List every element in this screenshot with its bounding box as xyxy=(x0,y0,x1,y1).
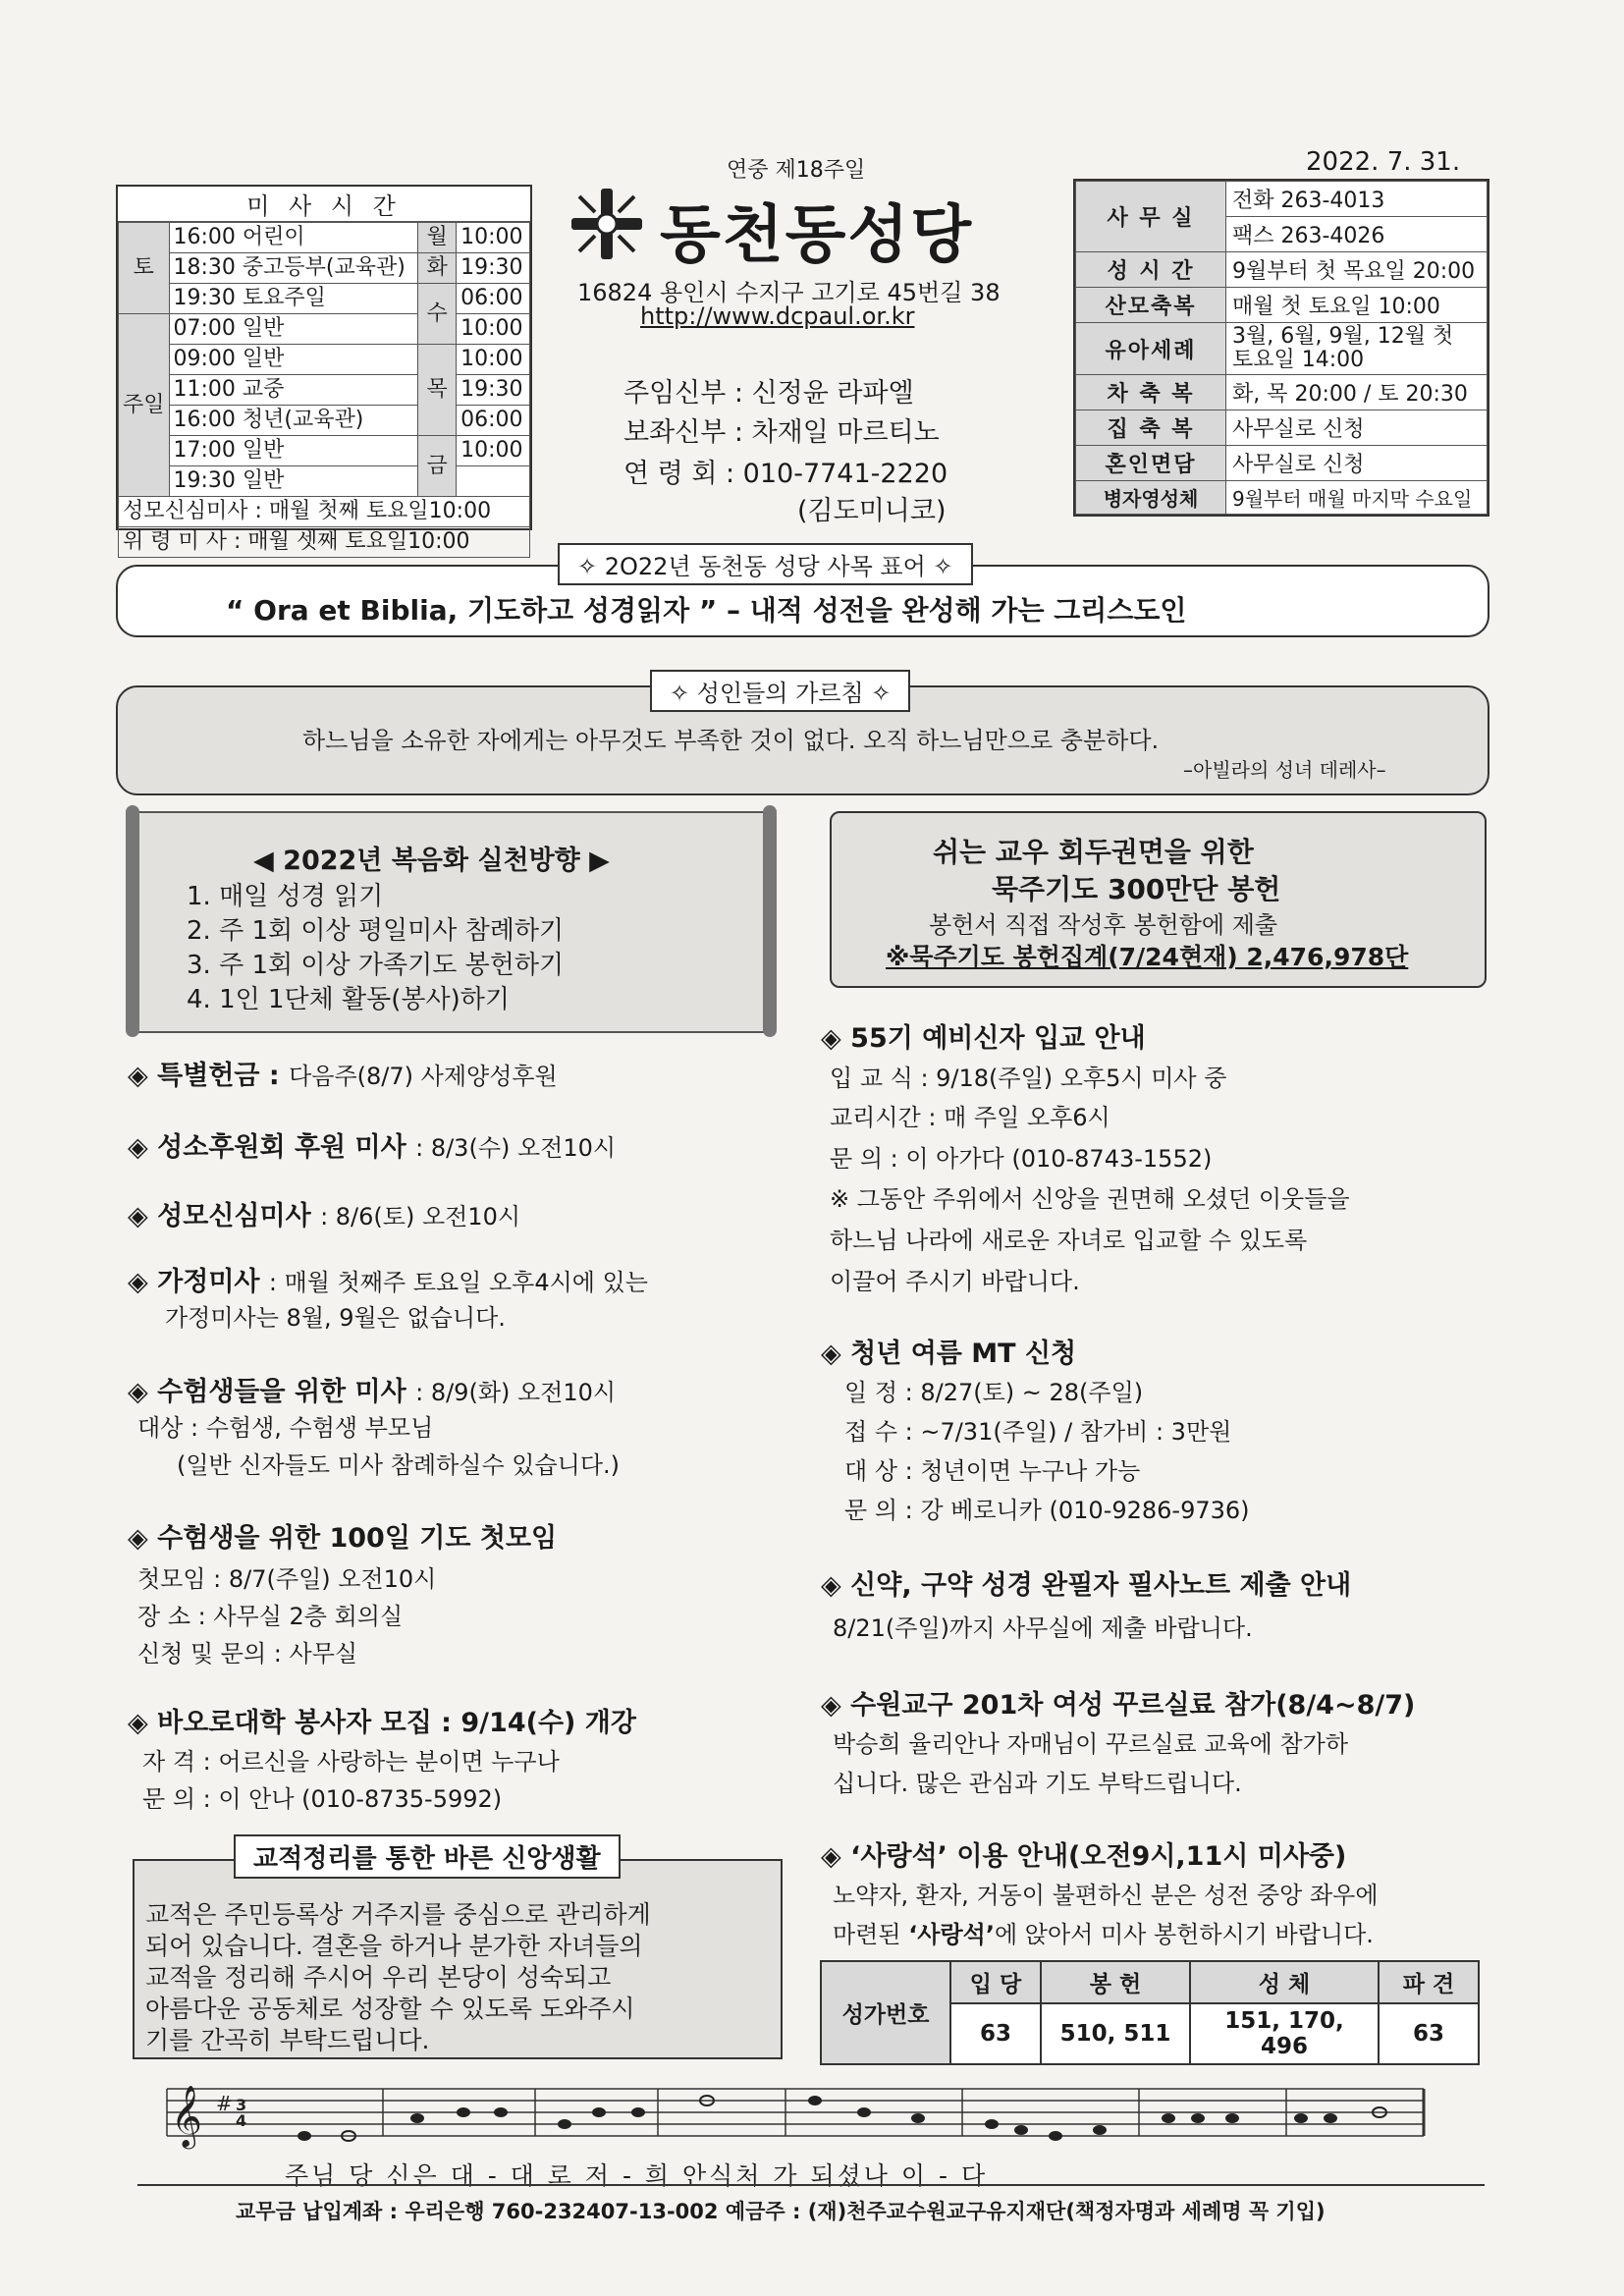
hymn-table xyxy=(820,1960,1480,2065)
notice-mt-text: 일 정 : 8/27(토) ~ 28(주일) xyxy=(844,1379,1144,1406)
notice-catechumen-text: 교리시간 : 매 주일 오후6시 xyxy=(830,1104,1110,1131)
hymn-lyrics: 주님 당 신은 대 - 대 로 저 - 희 안식처 가 되셨나 이 - 다 xyxy=(285,2161,989,2190)
info-key: 산모축복 xyxy=(1076,288,1226,323)
weekday-time: 19:30 xyxy=(457,375,530,406)
weekday-label: 수 xyxy=(418,284,457,345)
svg-text:4: 4 xyxy=(236,2111,247,2130)
notice-pray-text: 장 소 : 사무실 2층 회의실 xyxy=(137,1603,404,1630)
mass-row: 16:00 어린이 xyxy=(169,223,418,253)
notice-paul-text: 문 의 : 이 안나 (010-8735-5992) xyxy=(142,1785,503,1813)
notice-seat-heading: ◈ ‘사랑석’ 이용 안내(오전9시,11시 미사중) xyxy=(821,1841,1347,1872)
pastor-line: 주임신부 : 신정윤 라파엘 xyxy=(623,378,914,409)
info-value: 매월 첫 토요일 10:00 xyxy=(1226,288,1488,323)
mass-row: 19:30 일반 xyxy=(169,466,418,497)
mass-row: 07:00 일반 xyxy=(169,314,418,345)
sunday-label: 주일 xyxy=(119,314,170,497)
notice-cursillo-heading: ◈ 수원교구 201차 여성 꾸르실료 참가(8/4~8/7) xyxy=(821,1690,1416,1721)
notice-mt-heading: ◈ 청년 여름 MT 신청 xyxy=(821,1339,1077,1369)
parish-address: 16824 용인시 수지구 고기로 45번길 38 xyxy=(577,279,1001,306)
info-value: 팩스 263-4026 xyxy=(1226,217,1488,252)
mass-row: 11:00 교중 xyxy=(169,375,418,406)
saint-quote: 하느님을 소유한 자에게는 아무것도 부족한 것이 없다. 오직 하느님만으로 충분하다. xyxy=(302,727,1160,754)
weekday-time xyxy=(457,466,530,497)
info-key: 혼인면담 xyxy=(1076,446,1226,481)
scroll-rod-right xyxy=(763,805,777,1037)
weekday-time: 10:00 xyxy=(457,223,530,253)
week-label: 연중 제18주일 xyxy=(727,158,866,183)
registry-line: 아름다운 공동체로 성장할 수 있도록 도와주시 xyxy=(145,1995,635,2023)
notice-exam-text: 대상 : 수험생, 수험생 부모님 xyxy=(137,1414,434,1442)
notice-catechumen-heading: ◈ 55기 예비신자 입교 안내 xyxy=(821,1023,1146,1054)
gospel-item: 3. 주 1회 이상 가족기도 봉헌하기 xyxy=(187,951,565,980)
notice-catechumen-text: 문 의 : 이 아가다 (010-8743-1552) xyxy=(830,1145,1213,1173)
registry-line: 교적은 주민등록상 거주지를 중심으로 관리하게 xyxy=(145,1900,651,1929)
info-key: 유아세례 xyxy=(1076,323,1226,375)
notice-catechumen-text: 하느님 나라에 새로운 자녀로 입교할 수 있도록 xyxy=(830,1227,1308,1254)
info-value: 사무실로 신청 xyxy=(1226,410,1488,446)
notice-pray-text: 첫모임 : 8/7(주일) 오전10시 xyxy=(137,1565,437,1593)
notice-seat-text: 마련된 ‘사랑석’에 앉아서 미사 봉헌하시기 바랍니다. xyxy=(833,1921,1374,1948)
registry-line: 교적을 정리해 주시어 우리 본당이 성숙되고 xyxy=(145,1963,612,1992)
saint-author: –아빌라의 성녀 데레사– xyxy=(1183,758,1386,782)
rosary-tally: ※묵주기도 봉헌집계(7/24현재) 2,476,978단 xyxy=(886,943,1409,971)
notice-vocation-heading: ◈ 성소후원회 후원 미사 : 8/3(수) 오전10시 xyxy=(128,1132,617,1163)
notice-pray-heading: ◈ 수험생을 위한 100일 기도 첫모임 xyxy=(128,1523,558,1554)
saturday-label: 토 xyxy=(119,223,170,314)
notice-seat-text: 노약자, 환자, 거동이 불편하신 분은 성전 중앙 좌우에 xyxy=(833,1882,1379,1909)
mass-table xyxy=(118,222,530,558)
notice-bible-text: 8/21(주일)까지 사무실에 제출 바랍니다. xyxy=(833,1614,1253,1642)
weekday-time: 10:00 xyxy=(457,314,530,345)
office-info-table xyxy=(1075,181,1488,515)
info-key: 사 무 실 xyxy=(1076,182,1226,252)
weekday-time: 06:00 xyxy=(457,406,530,436)
notice-exam-heading: ◈ 수험생들을 위한 미사 : 8/9(화) 오전10시 xyxy=(128,1377,617,1407)
hymn-header: 파 견 xyxy=(1379,1961,1479,2003)
hymn-value: 510, 511 xyxy=(1041,2003,1190,2064)
mass-row: 18:30 중고등부(교육관) xyxy=(169,253,418,284)
notice-catechumen-text: 입 교 식 : 9/18(주일) 오후5시 미사 중 xyxy=(830,1065,1227,1092)
info-value: 9월부터 매월 마지막 수요일 xyxy=(1226,481,1488,515)
gospel-item: 1. 매일 성경 읽기 xyxy=(187,882,384,911)
notice-special-heading: ◈ 특별헌금 : 다음주(8/7) 사제양성후원 xyxy=(128,1061,558,1091)
weekday-time: 10:00 xyxy=(457,436,530,466)
info-key: 성 시 간 xyxy=(1076,252,1226,288)
info-value: 사무실로 신청 xyxy=(1226,446,1488,481)
music-notes xyxy=(298,2096,1386,2141)
notice-catechumen-text: 이끌어 주시기 바랍니다. xyxy=(830,1268,1080,1295)
mass-schedule-title: 미 사 시 간 xyxy=(118,187,530,222)
notice-paul-text: 자 격 : 어르신을 사랑하는 분이면 누구나 xyxy=(142,1748,560,1776)
notice-mt-text: 대 상 : 청년이면 누구나 가능 xyxy=(844,1457,1141,1485)
weekday-label: 월 xyxy=(418,223,457,253)
mass-schedule xyxy=(116,185,532,554)
music-staff xyxy=(157,2077,1434,2156)
notice-bible-heading: ◈ 신약, 구약 성경 완필자 필사노트 제출 안내 xyxy=(821,1570,1352,1601)
mass-row: 19:30 토요주일 xyxy=(169,284,418,314)
parish-logo-icon xyxy=(568,185,646,263)
rosary-line1: 쉬는 교우 회두권면을 위한 xyxy=(933,836,1254,868)
rosary-line2: 묵주기도 300만단 봉헌 xyxy=(992,873,1281,905)
parish-website-link[interactable]: http://www.dcpaul.or.kr xyxy=(640,302,915,330)
footer-account: 교무금 납입계좌 : 우리은행 760-232407-13-002 예금주 : (재)천주교수원교구유지재단(책정자명과 세례명 꼭 기입) xyxy=(236,2200,1326,2223)
notice-catechumen-text: ※ 그동안 주위에서 신앙을 권면해 오셨던 이웃들을 xyxy=(830,1185,1350,1213)
info-value: 3월, 6월, 9월, 12월 첫 토요일 14:00 xyxy=(1226,323,1488,375)
notice-cursillo-text: 박승희 율리안나 자매님이 꾸르실료 교육에 참가하 xyxy=(833,1730,1349,1758)
gospel-title: ◀ 2022년 복음화 실천방향 ▶ xyxy=(253,846,610,876)
info-value: 9월부터 첫 목요일 20:00 xyxy=(1226,252,1488,288)
notice-home-text: 가정미사는 8월, 9월은 없습니다. xyxy=(165,1304,506,1332)
date-label: 2022. 7. 31. xyxy=(1306,147,1461,177)
notice-mt-text: 접 수 : ~7/31(주일) / 참가비 : 3만원 xyxy=(844,1418,1232,1446)
weekday-label: 목 xyxy=(418,345,457,436)
mass-extra: 성모신심미사 : 매월 첫째 토요일10:00 xyxy=(119,497,530,527)
mass-extra: 위 령 미 사 : 매월 셋째 토요일10:00 xyxy=(119,527,530,558)
svg-text:3: 3 xyxy=(236,2096,247,2114)
motto-text: “ Ora et Biblia, 기도하고 성경읽자 ” – 내적 성전을 완성해 가는 그리스도인 xyxy=(226,594,1187,627)
office-info xyxy=(1073,179,1489,517)
registry-line: 되어 있습니다. 결혼을 하거나 분가한 자녀들의 xyxy=(145,1932,643,1960)
notice-mt-text: 문 의 : 강 베로니카 (010-9286-9736) xyxy=(844,1497,1250,1524)
hymn-value: 63 xyxy=(950,2003,1041,2064)
gospel-item: 4. 1인 1단체 활동(봉사)하기 xyxy=(187,985,511,1014)
parish-name: 동천동성당 xyxy=(660,199,974,272)
saint-tab: ✧ 성인들의 가르침 ✧ xyxy=(650,670,910,712)
weekday-label: 화 xyxy=(418,253,457,284)
mass-row: 17:00 일반 xyxy=(169,436,418,466)
weekday-label: 금 xyxy=(418,436,457,497)
registry-title: 교적정리를 통한 바른 신앙생활 xyxy=(234,1834,621,1879)
mass-row: 16:00 청년(교육관) xyxy=(169,406,418,436)
notice-cursillo-text: 십니다. 많은 관심과 기도 부탁드립니다. xyxy=(833,1770,1242,1797)
svg-text:#: # xyxy=(216,2092,233,2115)
council-line: 연 령 회 : 010-7741-2220 xyxy=(623,459,948,489)
notice-home-heading: ◈ 가정미사 : 매월 첫째주 토요일 오후4시에 있는 xyxy=(128,1267,648,1297)
weekday-time: 19:30 xyxy=(457,253,530,284)
hymn-header: 입 당 xyxy=(950,1961,1041,2003)
treble-clef-icon: 𝄞 xyxy=(171,2085,202,2147)
weekday-time: 06:00 xyxy=(457,284,530,314)
info-key: 집 축 복 xyxy=(1076,410,1226,446)
hymn-value: 151, 170, 496 xyxy=(1190,2003,1379,2064)
gospel-item: 2. 주 1회 이상 평일미사 참례하기 xyxy=(187,916,565,946)
hymn-label: 성가번호 xyxy=(821,1961,950,2064)
weekday-time: 10:00 xyxy=(457,345,530,375)
notice-paul-heading: ◈ 바오로대학 봉사자 모집 : 9/14(수) 개강 xyxy=(128,1708,636,1738)
council-name: (김도미니코) xyxy=(797,496,947,526)
info-key: 차 축 복 xyxy=(1076,375,1226,410)
assistant-line: 보좌신부 : 차재일 마르티노 xyxy=(623,417,940,448)
hymn-header: 성 체 xyxy=(1190,1961,1379,2003)
notice-marian-heading: ◈ 성모신심미사 : 8/6(토) 오전10시 xyxy=(128,1201,521,1231)
hymn-header: 봉 헌 xyxy=(1041,1961,1190,2003)
footer-divider xyxy=(137,2184,1485,2186)
info-key: 병자영성체 xyxy=(1076,481,1226,515)
notice-pray-text: 신청 및 문의 : 사무실 xyxy=(137,1640,358,1667)
info-value: 전화 263-4013 xyxy=(1226,182,1488,217)
rosary-line3: 봉헌서 직접 작성후 봉헌함에 제출 xyxy=(929,911,1278,939)
notice-exam-text: (일반 신자들도 미사 참례하실수 있습니다.) xyxy=(177,1451,620,1479)
scroll-rod-left xyxy=(126,805,139,1037)
info-value: 화, 목 20:00 / 토 20:30 xyxy=(1226,375,1488,410)
motto-tab: ✧ 2O22년 동천동 성당 사목 표어 ✧ xyxy=(558,543,973,585)
mass-row: 09:00 일반 xyxy=(169,345,418,375)
hymn-value: 63 xyxy=(1379,2003,1479,2064)
registry-line: 기를 간곡히 부탁드립니다. xyxy=(145,2026,430,2054)
